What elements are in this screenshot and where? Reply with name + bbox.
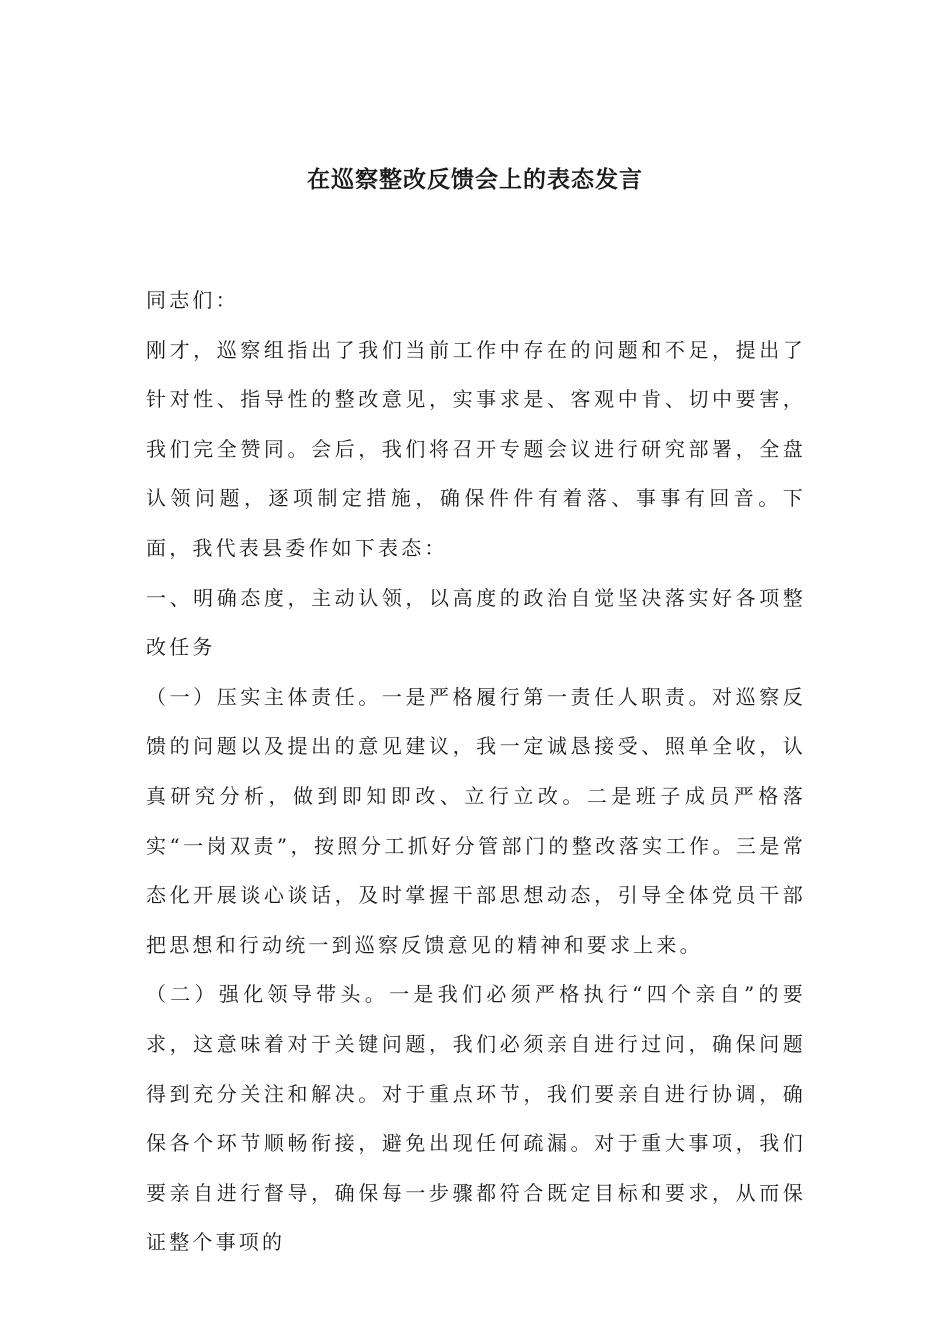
section-heading-1: 一、明确态度，主动认领，以高度的政治自觉坚决落实好各项整改任务 [146, 585, 806, 660]
salutation: 同志们： [146, 288, 239, 312]
document-title: 在巡察整改反馈会上的表态发言 [307, 166, 643, 193]
document-body [146, 276, 806, 1268]
paragraph-subsection-1: （一）压实主体责任。一是严格履行第一责任人职责。对巡察反馈的问题以及提出的意见建议，我一定诚恳接受、照单全收，认真研究分析，做到即知即改、立行立改。二是班子成员严格落实“一岗双责”，按照分工抓好分管部门的整改落实工作。三是常态化开展谈心谈话，及时掌握干部思想动态，引导全体党员干部把思想和行动统一到巡察反馈意见的精神和要求上来。 [146, 684, 806, 957]
paragraph-intro: 刚才，巡察组指出了我们当前工作中存在的问题和不足，提出了针对性、指导性的整改意见，实事求是、客观中肯、切中要害，我们完全赞同。会后，我们将召开专题会议进行研究部署，全盘认领问题，逐项制定措施，确保件件有着落、事事有回音。下面，我代表县委作如下表态： [146, 337, 806, 560]
paragraph-subsection-2: （二）强化领导带头。一是我们必须严格执行“四个亲自”的要求，这意味着对于关键问题，我们必须亲自进行过问，确保问题得到充分关注和解决。对于重点环节，我们要亲自进行协调，确保各个环节顺畅衔接，避免出现任何疏漏。对于重大事项，我们要亲自进行督导，确保每一步骤都符合既定目标和要求，从而保证整个事项的 [146, 982, 806, 1255]
